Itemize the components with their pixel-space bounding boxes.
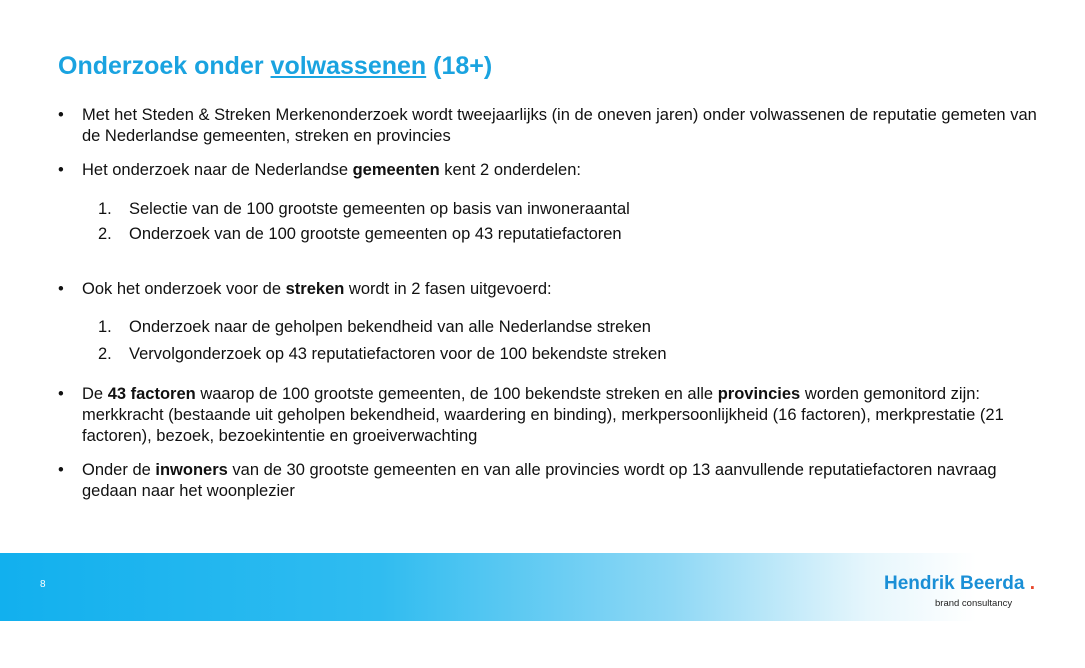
bullet-text: Het onderzoek naar de Nederlandse gemeenten kent 2 onderdelen: bbox=[82, 161, 581, 179]
bold-text: gemeenten bbox=[352, 161, 440, 179]
bold-text: provincies bbox=[717, 385, 801, 403]
bullet-marker: • bbox=[58, 106, 64, 124]
logo-subtitle: brand consultancy bbox=[935, 598, 1013, 609]
item-text: Onderzoek naar de geholpen bekendheid van alle Nederlandse streken bbox=[129, 318, 651, 336]
bold-text: inwoners bbox=[155, 461, 228, 479]
item-number: 2. bbox=[98, 225, 112, 243]
content-body bbox=[58, 105, 1048, 502]
bullet-item bbox=[58, 384, 1048, 447]
title-prefix: Onderzoek onder bbox=[58, 52, 271, 80]
bullet-marker: • bbox=[58, 280, 64, 298]
bullet-text: Onder de inwoners van de 30 grootste gemeenten en van alle provincies wordt op 13 aanvullende reputatiefactoren navraag gedaan naar het woonplezier bbox=[82, 461, 997, 500]
bold-text: 43 factoren bbox=[107, 385, 196, 403]
bullet-text: De 43 factoren waarop de 100 grootste gemeenten, de 100 bekendste streken en alle provincies worden gemonitord zijn: merkkracht (bestaande uit geholpen bekendheid, waardering en binding), merkpersoonlijkheid (16 factoren), merkprestatie (21 factoren), bezoek, bezoekintentie en groeiverwachting bbox=[82, 385, 1004, 445]
item-text: Vervolgonderzoek op 43 reputatiefactoren voor de 100 bekendste streken bbox=[129, 345, 667, 363]
numbered-item bbox=[58, 199, 1048, 220]
bullet-marker: • bbox=[58, 461, 64, 479]
bullet-item bbox=[58, 160, 1048, 181]
page-number: 8 bbox=[40, 579, 46, 590]
logo-wordmark: Hendrik Beerda . bbox=[884, 573, 1036, 594]
bullet-item bbox=[58, 105, 1048, 147]
page-title bbox=[58, 52, 492, 81]
numbered-item bbox=[58, 224, 1048, 245]
item-number: 1. bbox=[98, 318, 112, 336]
bullet-marker: • bbox=[58, 161, 64, 179]
title-suffix: (18+) bbox=[426, 52, 493, 80]
logo-dot: . bbox=[1029, 573, 1036, 594]
item-text: Onderzoek van de 100 grootste gemeenten op 43 reputatiefactoren bbox=[129, 225, 622, 243]
bullet-item bbox=[58, 460, 1048, 502]
bold-text: streken bbox=[285, 280, 345, 298]
numbered-item bbox=[58, 344, 1048, 365]
item-number: 2. bbox=[98, 345, 112, 363]
bullet-text: Met het Steden & Streken Merkenonderzoek wordt tweejaarlijks (in de oneven jaren) onder volwassenen de reputatie gemeten van de Nederlandse gemeenten, streken en provincies bbox=[82, 106, 1037, 145]
item-text: Selectie van de 100 grootste gemeenten op basis van inwoneraantal bbox=[129, 200, 630, 218]
item-number: 1. bbox=[98, 200, 112, 218]
company-logo bbox=[884, 573, 1074, 609]
bullet-item bbox=[58, 279, 1048, 300]
numbered-item bbox=[58, 317, 1048, 338]
title-underlined-word: volwassenen bbox=[270, 52, 427, 80]
bullet-text: Ook het onderzoek voor de streken wordt in 2 fasen uitgevoerd: bbox=[82, 280, 552, 298]
bullet-marker: • bbox=[58, 385, 64, 403]
